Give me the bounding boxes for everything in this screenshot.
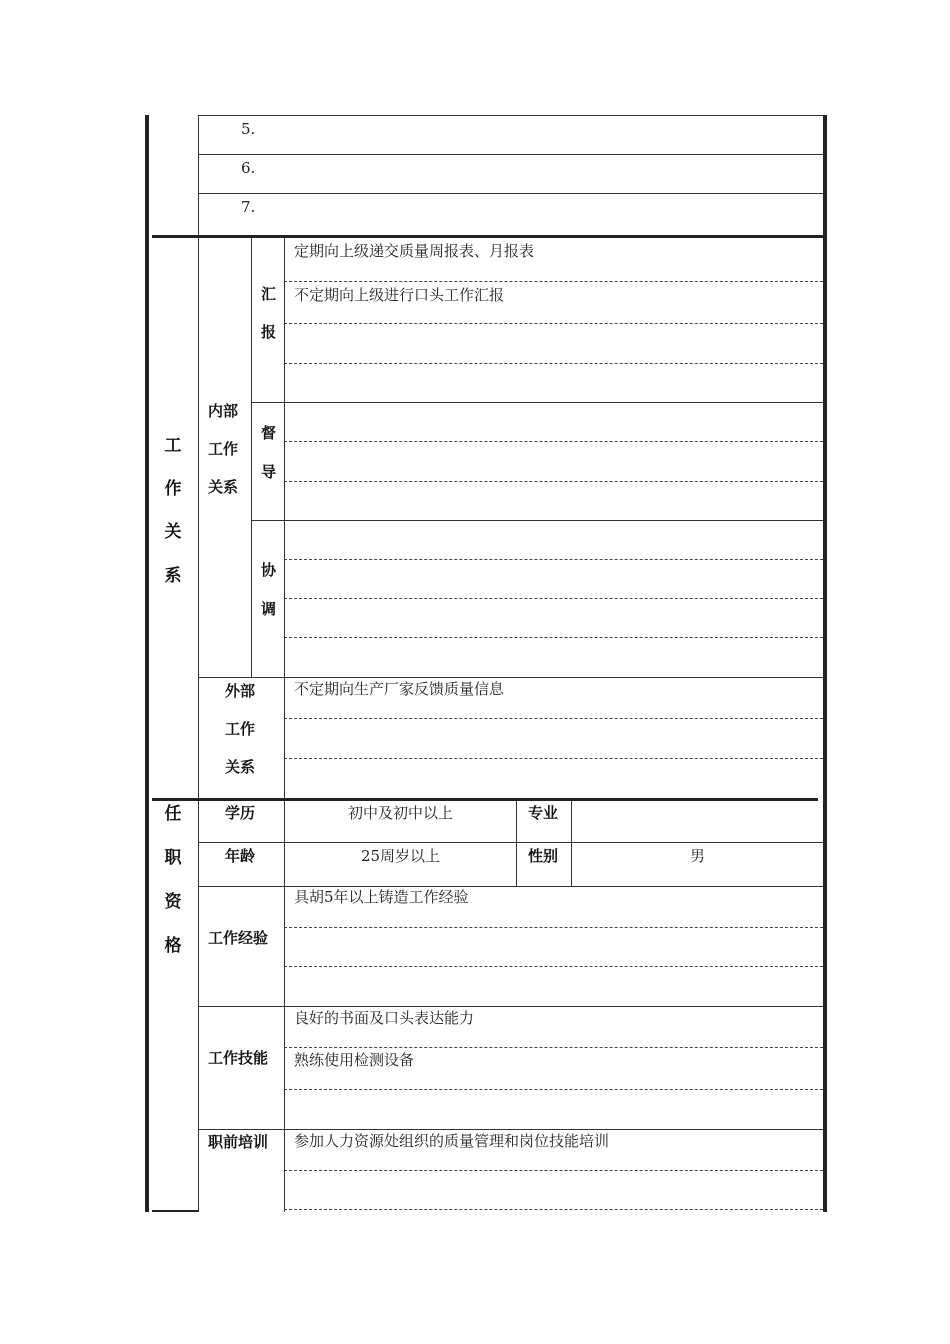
coordinate-label: 调 — [261, 600, 277, 618]
list-item-number: 6. — [241, 159, 256, 177]
dashed-line — [284, 363, 823, 364]
gender-value: 男 — [689, 847, 705, 865]
supervise-label: 督 — [261, 424, 277, 442]
dashed-line — [284, 758, 823, 759]
divider — [198, 238, 199, 800]
dashed-line — [284, 598, 823, 599]
section-title-char: 职 — [164, 848, 182, 868]
skills-label: 工作技能 — [208, 1049, 269, 1067]
section-title-char: 系 — [164, 566, 182, 586]
divider — [198, 115, 823, 116]
divider — [198, 842, 823, 843]
dashed-line — [284, 1089, 823, 1090]
section-separator — [152, 235, 823, 238]
dashed-line — [284, 1170, 823, 1171]
external-relations-label: 外部 — [225, 682, 256, 700]
section-title-char: 工 — [164, 436, 182, 456]
dashed-line — [284, 637, 823, 638]
divider — [251, 520, 823, 521]
dashed-line — [284, 1209, 823, 1210]
right-border — [823, 115, 827, 1212]
skills-value: 良好的书面及口头表达能力 — [294, 1009, 475, 1027]
major-label: 专业 — [528, 804, 559, 822]
divider — [251, 238, 252, 678]
age-value: 25周岁以上 — [360, 847, 441, 865]
dashed-line — [284, 323, 823, 324]
report-label: 汇 — [261, 285, 277, 303]
divider — [198, 115, 199, 237]
education-label: 学历 — [225, 804, 256, 822]
external-relations-label: 工作 — [225, 720, 256, 738]
internal-relations-label: 工作 — [208, 440, 239, 458]
divider — [198, 1129, 823, 1130]
section-title-char: 关 — [164, 522, 182, 542]
training-label: 职前培训 — [208, 1133, 269, 1151]
section-title-char: 格 — [164, 936, 182, 956]
report-label: 报 — [261, 323, 277, 341]
dashed-line — [284, 281, 823, 282]
section-title-char: 作 — [164, 479, 182, 499]
coordinate-label: 协 — [261, 561, 277, 579]
external-relations-label: 关系 — [225, 758, 256, 776]
dashed-line — [284, 441, 823, 442]
education-value: 初中及初中以上 — [347, 804, 453, 822]
report-line: 定期向上级递交质量周报表、月报表 — [294, 242, 535, 260]
divider — [198, 193, 823, 194]
list-item-number: 7. — [241, 198, 256, 216]
dashed-line — [284, 559, 823, 560]
divider — [198, 154, 823, 155]
dashed-line — [284, 481, 823, 482]
section-title-char: 资 — [164, 892, 182, 912]
dashed-line — [284, 927, 823, 928]
left-border — [145, 115, 149, 1212]
report-line: 不定期向上级进行口头工作汇报 — [294, 286, 505, 304]
divider — [198, 886, 823, 887]
gender-label: 性别 — [528, 847, 559, 865]
dashed-line — [284, 1047, 823, 1048]
dashed-line — [284, 718, 823, 719]
divider — [516, 801, 517, 886]
list-item-number: 5. — [241, 120, 256, 138]
section-title-char: 任 — [164, 804, 182, 824]
experience-label: 工作经验 — [208, 929, 269, 947]
section-separator — [152, 798, 818, 801]
divider — [198, 677, 823, 678]
bottom-stub — [152, 1210, 198, 1212]
internal-relations-label: 内部 — [208, 402, 239, 420]
training-value: 参加人力资源处组织的质量管理和岗位技能培训 — [294, 1132, 610, 1150]
divider — [198, 1006, 823, 1007]
divider — [251, 402, 823, 403]
skills-value: 熟练使用检测设备 — [294, 1051, 415, 1069]
external-line: 不定期向生产厂家反馈质量信息 — [294, 680, 505, 698]
internal-relations-label: 关系 — [208, 478, 239, 496]
dashed-line — [284, 966, 823, 967]
divider — [571, 801, 572, 886]
age-label: 年龄 — [225, 847, 256, 865]
experience-value: 具胡5年以上铸造工作经验 — [294, 888, 469, 906]
supervise-label: 导 — [261, 463, 277, 481]
